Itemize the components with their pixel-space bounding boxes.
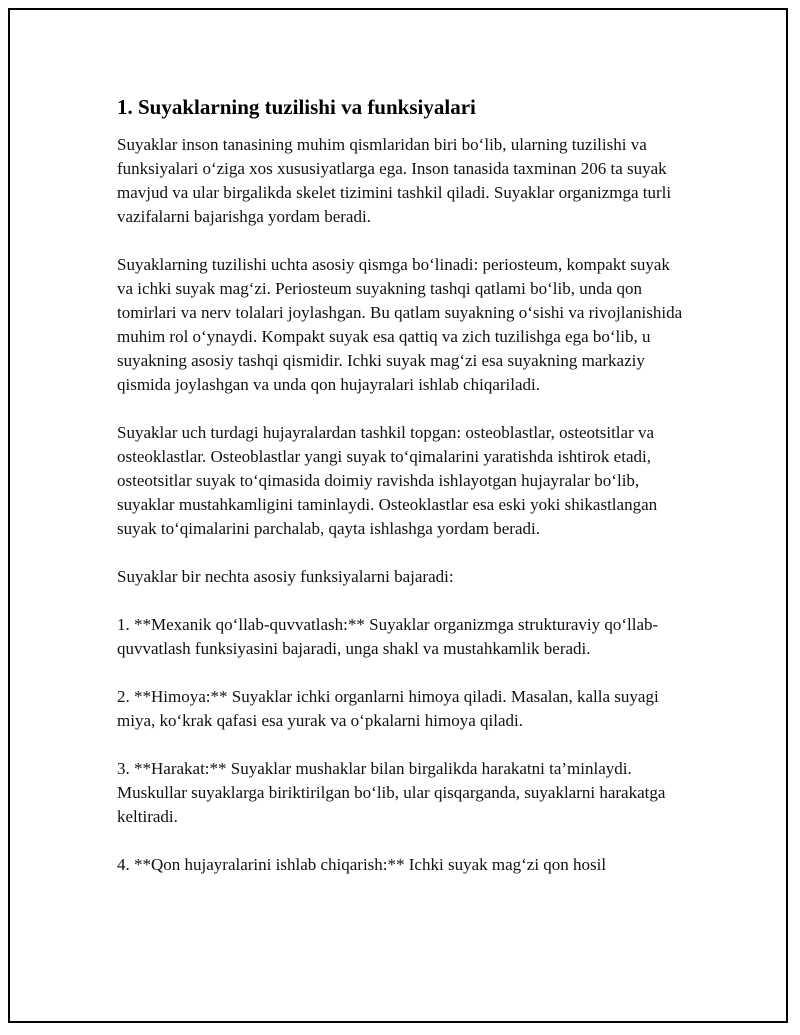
- list-item-movement: 3. **Harakat:** Suyaklar mushaklar bilan birgalikda harakatni ta’minlaydi. Muskullar suyaklarga biriktirilgan bo‘lib, ular qisqarganda, suyaklarni harakatga keltiradi.: [117, 759, 666, 826]
- paragraph-cells: Suyaklar uch turdagi hujayralardan tashkil topgan: osteoblastlar, osteotsitlar va osteoklastlar. Osteoblastlar yangi suyak to‘qimalarini yaratishda ishtirok etadi, osteotsitlar suyak to‘qimasida doimiy ravishda ishlayotgan hujayralar bo‘lib, suyaklar mustahkamligini taminlaydi. Osteoklastlar esa eski yoki shikastlangan suyak to‘qimalarini parchalab, qayta ishlashga yordam beradi.: [117, 423, 658, 538]
- section-heading: 1. Suyaklarning tuzilishi va funksiyalari: [117, 95, 476, 119]
- paragraph-intro: Suyaklar inson tanasining muhim qismlaridan biri bo‘lib, ularning tuzilishi va funksiyalari o‘ziga xos xususiyatlarga ega. Inson tanasida taxminan 206 ta suyak mavjud va ular birgalikda skelet tizimini tashkil qiladi. Suyaklar organizmga turli vazifalarni bajarishga yordam beradi.: [117, 135, 672, 226]
- list-item-protection: 2. **Himoya:** Suyaklar ichki organlarni himoya qiladi. Masalan, kalla suyagi miya, ko‘krak qafasi esa yurak va o‘pkalarni himoya qiladi.: [117, 687, 659, 730]
- paragraph-structure: Suyaklarning tuzilishi uchta asosiy qismga bo‘linadi: periosteum, kompakt suyak va ichki suyak mag‘zi. Periosteum suyakning tashqi qatlami bo‘lib, unda qon tomirlari va nerv tolalari joylashgan. Bu qatlam suyakning o‘sishi va rivojlanishida muhim rol o‘ynaydi. Kompakt suyak esa qattiq va zich tuzilishga ega bo‘lib, u suyakning asosiy tashqi qismidir. Ichki suyak mag‘zi esa suyakning markaziy qismida joylashgan va unda qon hujayralari ishlab chiqariladi.: [117, 255, 683, 394]
- list-item-support: 1. **Mexanik qo‘llab-quvvatlash:** Suyaklar organizmga strukturaviy qo‘llab-quvvatlash funksiyasini bajaradi, unga shakl va mustahkamlik beradi.: [117, 615, 659, 658]
- document-body: [117, 93, 689, 877]
- list-item-blood-cells: 4. **Qon hujayralarini ishlab chiqarish:** Ichki suyak mag‘zi qon hosil: [117, 855, 607, 874]
- paragraph-functions-intro: Suyaklar bir nechta asosiy funksiyalarni bajaradi:: [117, 567, 454, 586]
